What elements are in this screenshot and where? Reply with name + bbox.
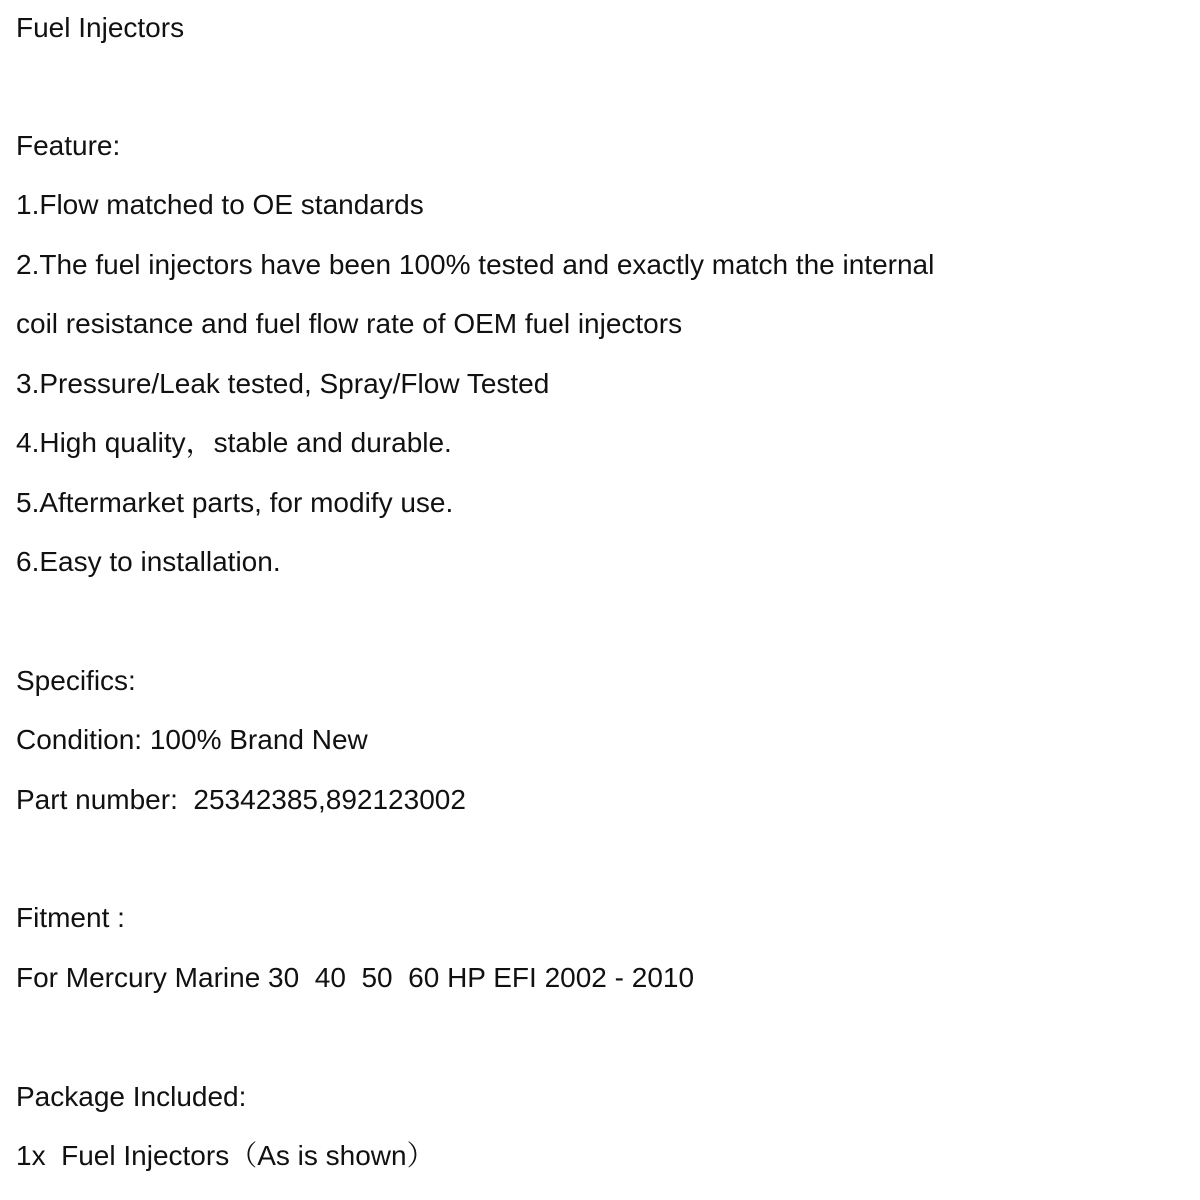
feature-item-1: 1.Flow matched to OE standards [16, 189, 424, 220]
package-heading: Package Included: [16, 1081, 247, 1112]
feature-item-4: 4.High quality，stable and durable. [16, 427, 452, 458]
package-text: 1x Fuel Injectors（As is shown） [16, 1140, 435, 1171]
feature-item-3: 3.Pressure/Leak tested, Spray/Flow Tested [16, 368, 550, 399]
document-title: Fuel Injectors [16, 12, 185, 43]
feature-item-5: 5.Aftermarket parts, for modify use. [16, 487, 454, 518]
condition-text: Condition: 100% Brand New [16, 724, 368, 755]
fitment-heading: Fitment : [16, 902, 125, 933]
fitment-text: For Mercury Marine 30 40 50 60 HP EFI 2002 - 2010 [16, 962, 695, 993]
feature-item-2: 2.The fuel injectors have been 100% tested and exactly match the internal [16, 249, 935, 280]
part-number-text: Part number: 25342385,892123002 [16, 784, 466, 815]
feature-item-2-continued: coil resistance and fuel flow rate of OEM fuel injectors [16, 308, 683, 339]
specifics-heading: Specifics: [16, 665, 136, 696]
feature-heading: Feature: [16, 130, 121, 161]
feature-item-6: 6.Easy to installation. [16, 546, 281, 577]
